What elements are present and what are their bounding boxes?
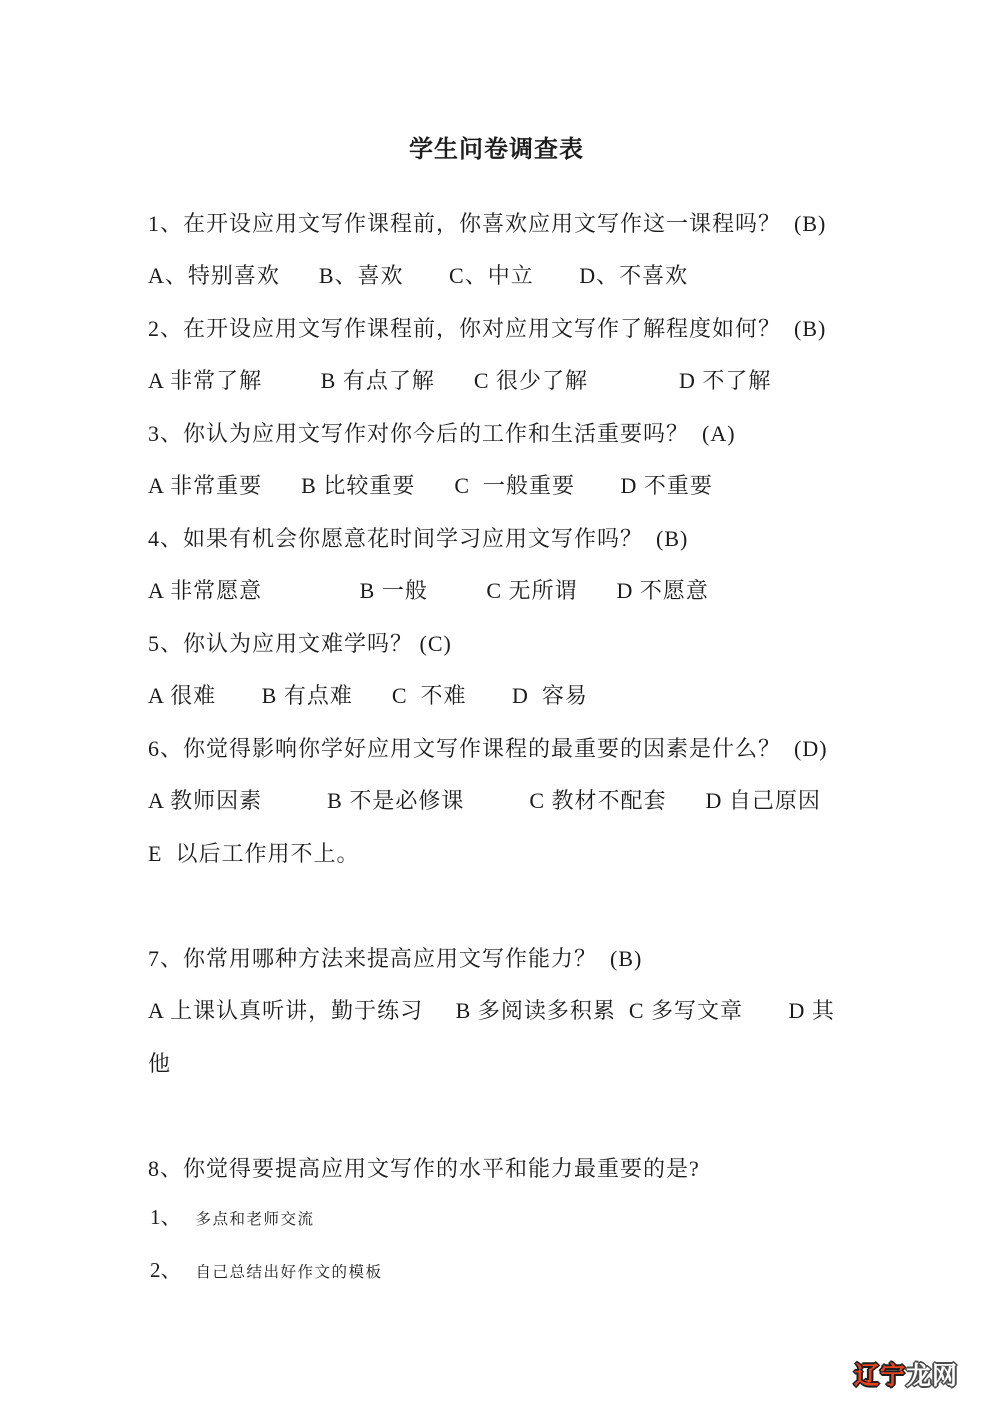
- sub-item-2-text: 自己总结出好作文的模板: [195, 1264, 383, 1281]
- question-5: 5、你认为应用文难学吗？ (C): [148, 631, 452, 656]
- question-6: 6、你觉得影响你学好应用文写作课程的最重要的因素是什么？ (D): [148, 736, 828, 761]
- options-3: A 非常重要 B 比较重要 C 一般重要 D 不重要: [148, 473, 713, 498]
- question-8: 8、你觉得要提高应用文写作的水平和能力最重要的是?: [148, 1156, 700, 1181]
- sub-item-1-number: 1、: [150, 1205, 182, 1229]
- options-4: A 非常愿意 B 一般 C 无所谓 D 不愿意: [148, 578, 709, 603]
- document-title: 学生问卷调查表: [409, 137, 584, 163]
- question-4: 4、如果有机会你愿意花时间学习应用文写作吗？ (B): [148, 526, 689, 551]
- options-7-continued: 他: [148, 1051, 172, 1076]
- sub-item-1: [150, 1203, 315, 1234]
- question-1: 1、在开设应用文写作课程前，你喜欢应用文写作这一课程吗？ (B): [148, 211, 827, 236]
- question-2: 2、在开设应用文写作课程前，你对应用文写作了解程度如何？ (B): [148, 316, 827, 341]
- options-6: A 教师因素 B 不是必修课 C 教材不配套 D 自己原因: [148, 788, 821, 813]
- options-2: A 非常了解 B 有点了解 C 很少了解 D 不了解: [148, 368, 772, 393]
- sub-item-2: [150, 1256, 383, 1287]
- option-6-e: E 以后工作用不上。: [148, 841, 360, 866]
- watermark-region: 辽宁: [854, 1362, 907, 1390]
- options-5: A 很难 B 有点难 C 不难 D 容易: [148, 683, 588, 708]
- sub-item-2-number: 2、: [150, 1258, 182, 1282]
- watermark-logo: [854, 1356, 958, 1392]
- question-3: 3、你认为应用文写作对你今后的工作和生活重要吗？ (A): [148, 421, 736, 446]
- options-7: A 上课认真听讲，勤于练习 B 多阅读多积累 C 多写文章 D 其: [148, 998, 835, 1023]
- options-1: A、特别喜欢 B、喜欢 C、中立 D、不喜欢: [148, 263, 689, 288]
- watermark-site: 龙网: [906, 1362, 959, 1390]
- sub-item-1-text: 多点和老师交流: [195, 1211, 315, 1228]
- question-7: 7、你常用哪种方法来提高应用文写作能力？ (B): [148, 946, 643, 971]
